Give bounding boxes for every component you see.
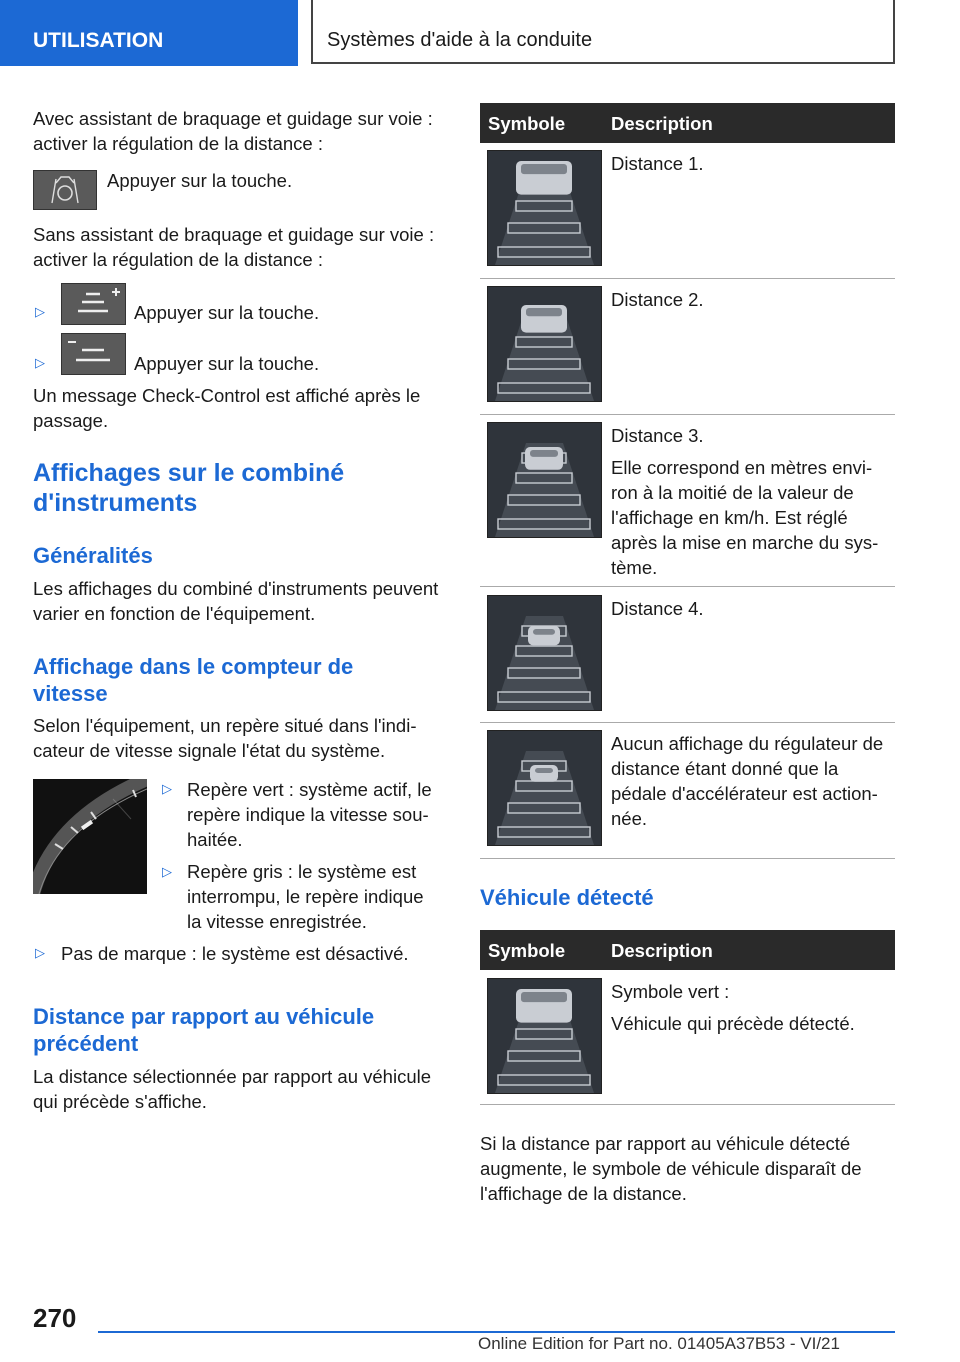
speedometer-image [33, 779, 147, 894]
paragraph-distance: La distance sélectionnée par rapport au véhicule qui précède s'affiche. [33, 1066, 432, 1112]
row-divider [480, 586, 895, 587]
paragraph-generalites: Les affichages du combiné d'instruments peuvent varier en fonction de l'équipement. [33, 578, 439, 624]
bullet-triangle-icon: ▷ [35, 945, 45, 960]
car-distance-off-icon [487, 730, 602, 846]
heading-compteur: Affichage dans le compteur de vitesse [33, 654, 354, 706]
row-description: Aucun affichage du régulateur de distance étant donné que la pédale d'accélérateur est actionnée. [611, 733, 884, 829]
car-distance-1-icon [487, 150, 602, 266]
bullet-2-text: Appuyer sur la touche. [134, 353, 320, 374]
bullet-repere-vert: Repère vert : système actif, le repère indique la vitesse souhaitée. [187, 779, 432, 850]
row-detail: Elle correspond en mètres environ à la moitié de la valeur de l'affichage en km/h. Est réglé après la mise en marche du système. [611, 457, 879, 578]
bullet-triangle-icon: ▷ [35, 304, 45, 319]
paragraph-with-assistant: Avec assistant de braquage et guidage sur voie : activer la régulation de la distance : [33, 108, 433, 154]
car-detected-icon [487, 978, 602, 1094]
bullet-triangle-icon: ▷ [35, 355, 45, 370]
row-divider [480, 858, 895, 859]
section-title: UTILISATION [33, 29, 164, 52]
chapter-tab [311, 0, 895, 64]
col-description: Description [611, 940, 713, 961]
car-distance-4-icon [487, 595, 602, 711]
distance-plus-button-icon [61, 283, 126, 325]
paragraph-without-assistant: Sans assistant de braquage et guidage sur voie : activer la régulation de la distance : [33, 224, 435, 270]
row-divider [480, 414, 895, 415]
bullet-pas-de-marque: Pas de marque : le système est désactivé. [61, 943, 409, 964]
table-header [480, 103, 895, 143]
paragraph-vehicule: Si la distance par rapport au véhicule détecté augmente, le symbole de véhicule disparaît de l'affichage de la distance. [480, 1133, 862, 1204]
heading-generalites: Généralités [33, 543, 153, 568]
col-symbol: Symbole [488, 940, 566, 961]
steering-assist-button-icon [33, 170, 97, 210]
car-distance-2-icon [487, 286, 602, 402]
row-detail: Véhicule qui précède détecté. [611, 1013, 855, 1034]
press-key-text: Appuyer sur la touche. [107, 170, 293, 191]
col-symbol: Symbole [488, 113, 566, 134]
paragraph-compteur: Selon l'équipement, un repère situé dans l'indicateur de vitesse signale l'état du système. [33, 715, 417, 761]
row-description: Distance 3. [611, 425, 704, 446]
section-tab [0, 0, 298, 66]
check-control-text: Un message Check-Control est affiché après le passage. [33, 385, 421, 431]
chapter-title: Systèmes d'aide à la conduite [327, 29, 593, 51]
row-description: Symbole vert : [611, 981, 730, 1002]
bullet-triangle-icon: ▷ [162, 864, 172, 879]
footer-rule [98, 1331, 895, 1333]
row-description: Distance 4. [611, 598, 704, 619]
row-description: Distance 2. [611, 289, 704, 310]
row-divider [480, 278, 895, 279]
col-description: Description [611, 113, 713, 134]
distance-minus-button-icon [61, 333, 126, 375]
heading-distance: Distance par rapport au véhicule précédent [33, 1004, 375, 1056]
table-header [480, 930, 895, 970]
bullet-1-text: Appuyer sur la touche. [134, 302, 320, 323]
row-divider [480, 722, 895, 723]
heading-affichages: Affichages sur le combiné d'instruments [33, 459, 345, 517]
bullet-repere-gris: Repère gris : le système est interrompu, le repère indique la vitesse enregistrée. [187, 861, 424, 932]
edition-text: Online Edition for Part no. 01405A37B53 - VI/21 [478, 1334, 840, 1353]
row-description: Distance 1. [611, 153, 704, 174]
page-number: 270 [33, 1303, 77, 1333]
row-divider [480, 1104, 895, 1105]
bullet-triangle-icon: ▷ [162, 781, 172, 796]
heading-vehicule-detecte: Véhicule détecté [480, 885, 654, 910]
car-distance-3-icon [487, 422, 602, 538]
